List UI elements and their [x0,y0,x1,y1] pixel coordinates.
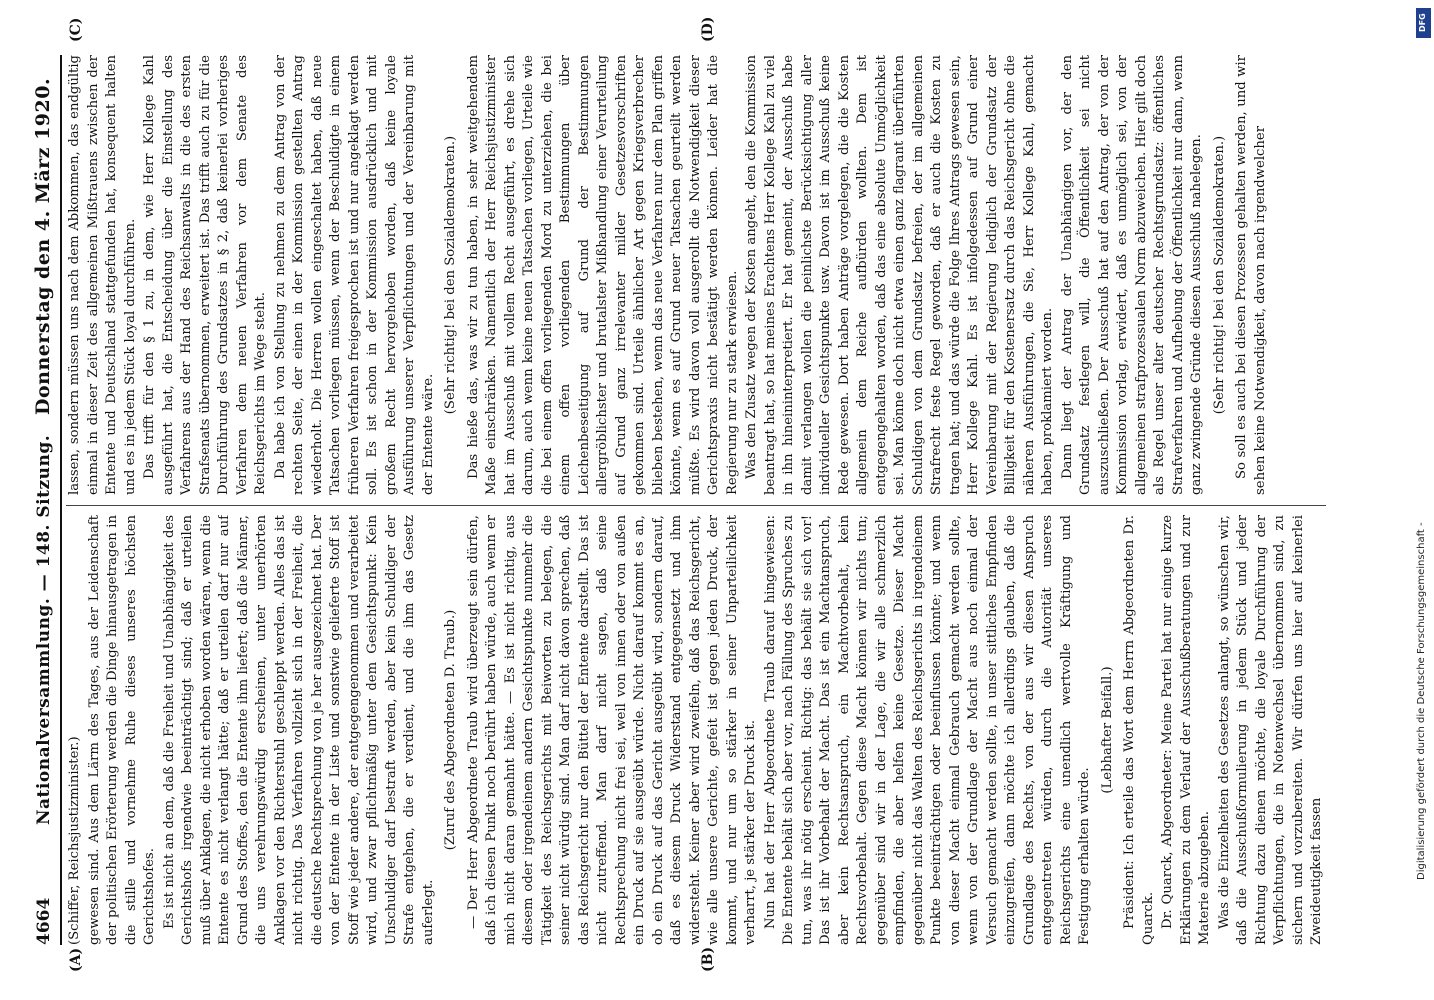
paragraph: lassen, sondern müssen uns nach dem Abkommen, das endgültig einmal in dieser Zeit des allgemeinen Mißtrauens zwischen der Entente und Deutschland stattgefunden hat, konsequent halten und es in jedem Stück loyal durchführen. [67,55,138,495]
digitization-credit [1412,0,1434,1000]
credit-text: Digitalisierung gefördert durch die Deutsche Forschungsgemeinschaft - [1416,522,1427,880]
column-divider [66,505,1326,506]
paragraph: gewesen sind. Aus dem Lärm des Tages, aus der Leidenschaft der politischen Erörterung werden die Dinge hinausgetragen in die stille und vornehme Ruhe dieses unseres höchsten Gerichtshofes. [86,515,157,945]
paragraph: Das hieße das, was wir zu tun haben, in sehr weitgehendem Maße einschränken. Namentlich der Herr Reichsjustizminister hat im Ausschuß mit vollem Recht ausgeführt, es drehe sich darum, auch wenn keine neuen Tatsachen vorliegen, Urteile wie die bei einem offen vorliegenden Mord zu unterziehen, die bei einem offen vorliegenden Bestimmungen über Leichenbeseitigung auf Grund der Bestimmungen allergröblichster und brutalster Mißhandlung einer Verurteilung auf Grund ganz irrelevanter milder Gesetzesvorschriften gekommen sind. Urteile ähnlicher Art gegen Kriegsverbrecher blieben bestehen, wenn das neue Verfahren nur dem Plan griffen könnte, wenn es auf Grund neuer Tatsachen geurteilt werden müßte. Es wird davon voll ausgerollt die Notwendigkeit dieser Gerichtspraxis nicht bestätigt werden können. Leider hat die Regierung nur zu stark erwiesen. [465,55,740,495]
paragraph: Es ist nicht an dem, daß die Freiheit und Unabhängigkeit des Gerichtshofs irgendwie beeinträchtigt sind; daß er urteilen muß über Anklagen, die nicht erhoben worden wären, wenn die Entente es nicht verlangt hätte; daß er urteilen darf nur auf Grund des Stoffes, den die Entente ihm liefert; daß die Männer, die uns verehrungswürdig erscheinen, unter unerhörten Anklagen vor den Richterstuhl geschleppt werden. Alles das ist nicht richtig. Das Verfahren vollzieht sich in der Freiheit, die die deutsche Rechtsprechung von je her ausgezeichnet hat. Der von der Entente in der Liste und sonstwie gelieferte Stoff ist Stoff wie jeder andere, der entgegengenommen und verarbeitet wird, und zwar pflichtmäßig unter dem Gesichtspunkt: Kein Unschuldiger darf bestraft werden, aber kein Schuldiger der Strafe entgehen, die er verdient, und die ihm das Gesetz auferlegt. [161,515,436,945]
right-text-column [66,55,1406,495]
header-rule [60,55,62,945]
session-title: Nationalversammlung. — 148. Sitzung. [34,434,54,825]
interjection: (Zuruf des Abgeordneten D. Traub.) [443,609,458,851]
margin-marker-b: (B) [700,946,716,972]
paragraph: Präsident: Ich erteile das Wort dem Herrn Abgeordneten Dr. Quarck. [1122,515,1156,945]
page-header [30,45,58,945]
paragraph: Was die Einzelheiten des Gesetzes anlangt, so wünschen wir, daß die Ausschußformulierung in jedem Stück und jeder Richtung dazu dienen möchte, die loyale Durchführung der Verpflichtungen, die in Notenwechsel übernommen sind, zu sichern und vorzubereiten. Wir dürfen uns hier auf keinerlei Zweideutigkeit fassen [1216,515,1324,945]
dfg-logo-text: DFG [1418,13,1427,32]
page-number: 4664 [34,897,54,945]
interjection: (Sehr richtig! bei den Sozialdemokraten.) [1211,135,1227,415]
margin-marker-a: (A) [68,947,84,972]
interjection: (Sehr richtig! bei den Sozialdemokraten.) [443,135,458,415]
paragraph: — Der Herr Abgeordnete Traub wird überzeugt sein dürfen, daß ich diesen Punkt noch berührt haben würde, auch wenn er mich nicht daran gemahnt hätte. — Es ist nicht richtig, aus diesem oder irgendeinem andern Gesichtspunkte nunmehr die Tätigkeit des Reichsgerichts mit Beiworten zu belegen, die seiner nicht würdig sind. Man darf nicht davon sprechen, daß das Reichsgericht nur den Büttel der Entente darstellt. Das ist nicht zutreffend. Man darf nicht sagen, daß seine Rechtsprechung nicht frei sei, weil von innen oder von außen ein Druck auf sie ausgeübt würde. Nicht darauf kommt es an, ob ein Druck auf das Gericht ausgeübt wird, sondern darauf, daß es diesem Druck Widerstand entgegensetzt und ihm widersteht. Keiner aber wird zweifeln, daß das Reichsgericht, wie alle unsere Gerichte, gefeit ist gegen jeden Druck, der kommt, und nur um so stärker in seiner Unparteilichkeit verharrt, je stärker der Druck ist. [465,515,758,945]
paragraph: Nun hat der Herr Abgeordnete Traub darauf hingewiesen: Die Entente behält sich aber vor, nach Fällung des Spruches zu tun, was ihr nötig erscheint. Richtig: das behält sie sich vor! Das ist ihr Vorbehalt der Macht. Das ist ein Machtanspruch, aber kein Rechtsanspruch, ein Machtvorbehalt, kein Rechtsvorbehalt. Gegen diese Macht können wir nichts tun; gegenüber sind wir in der Lage, die wir alle schmerzlich empfinden, die aber helfen keine Gesetze. Dieser Macht gegenüber nicht das Walten des Reichsgerichts in irgendeinem Punkte beeinträchtigen oder beeinflussen könnte; und wenn von dieser Macht einmal Gebrauch gemacht werden sollte, wenn von der Grundlage der Macht aus noch einmal der Versuch gemacht werden sollte, in unser sittliches Empfinden einzugreifen, dann möchte ich allerdings glauben, daß die Grundlage des Rechts, von der aus wir diesen Anspruch entgegentreten würden, durch die Autorität unseres Reichsgerichts eine unendlich wertvolle Kräftigung und Festigung erhalten würde. [762,515,1092,945]
dfg-logo [1416,8,1431,38]
interjection: (Lebhafter Beifall.) [1099,666,1115,794]
paragraph: Dann liegt der Antrag der Unabhängigen vor, der den Grundsatz festlegen will, die Öffentlichkeit sei nicht auszuschließen. Der Ausschuß hat auf den Antrag, der von der Kommission vorlag, erwidert, daß es unmöglich sei, von der allgemeinen strafprozessualen Norm abzuweichen. Hier gilt doch als Regel unser alter deutscher Rechtsgrundsatz: öffentliches Strafverfahren und Aufhebung der Öffentlichkeit nur dann, wenn ganz zwingende Gründe diesen Ausschluß nahelegen. [1059,55,1204,495]
paragraph: Was den Zusatz wegen der Kosten angeht, den die Kommission beantragt hat, so hat meines Erachtens Herr Kollege Kahl zu viel in ihn hineininterpretiert. Er hat gemeint, der Ausschuß habe damit verlangen wollen die peinlichste Berücksichtigung aller individueller Gesichtspunkte usw. Davon ist im Ausschuß keine Rede gewesen. Dort haben Anträge vorgelegen, die die Kosten allgemein dem Reiche aufbürden wollten. Dem ist entgegengehalten worden, daß das eine absolute Unmöglichkeit sei. Man könne doch nicht etwa einen ganz flagrant überführten Schuldigen von dem Grundsatz befreien, der im allgemeinen Strafrecht feste Regel geworden, daß er auch die Kosten zu tragen hat; und das würde die Folge Ihres Antrags gewesen sein, Herr Kollege Kahl. Es ist infolgedessen auf Grund einer Vereinbarung mit der Regierung lediglich der Grundsatz der Billigkeit für den Kostenersatz durch das Reichsgericht ohne die näheren Ausführungen, die Sie, Herr Kollege Kahl, gemacht haben, proklamiert worden. [744,55,1055,495]
paragraph: (Schiffer, Reichsjustizminister.) [67,736,82,945]
margin-marker-c: (C) [68,17,84,42]
margin-marker-d: (D) [700,16,716,42]
left-text-column [66,515,1406,945]
paragraph: Da habe ich von Stellung zu nehmen zu dem Antrag von der rechten Seite, der einen in der Kommission gestellten Antrag wiederholt. Die Herren wollen eingeschaltet haben, daß neue Tatsachen vorliegen müssen, wenn der Beschuldigte in einem früheren Verfahren freigesprochen ist und nur angeklagt werden soll. Es ist schon in der Kommission ausdrücklich und mit großem Recht hervorgehoben worden, daß keine loyale Ausführung unserer Verpflichtungen und der Vereinbarung mit der Entente wäre. [272,55,436,495]
paragraph: Das trifft für den § 1 zu, in dem, wie Herr Kollege Kahl ausgeführt hat, die Entscheidung über die Einstellung des Verfahrens aus der Hand des Reichsanwalts in die des ersten Strafsenats übernommen, erweitert ist. Das trifft auch zu für die Durchführung des Grundsatzes in § 2, daß keinerlei vorheriges Verfahren dem neuen Verfahren vor dem Senate des Reichsgerichts im Wege steht. [142,55,268,495]
paragraph: So soll es auch bei diesen Prozessen gehalten werden, und wir sehen keine Notwendigkeit, davon nach irgendwelcher [1234,55,1268,495]
paragraph: Dr. Quarck, Abgeordneter: Meine Partei hat nur einige kurze Erklärungen zu dem Verlauf der Ausschußberatungen und zur Materie abzugeben. [1160,515,1212,945]
session-date: Donnerstag den 4. März 1920. [32,77,54,415]
